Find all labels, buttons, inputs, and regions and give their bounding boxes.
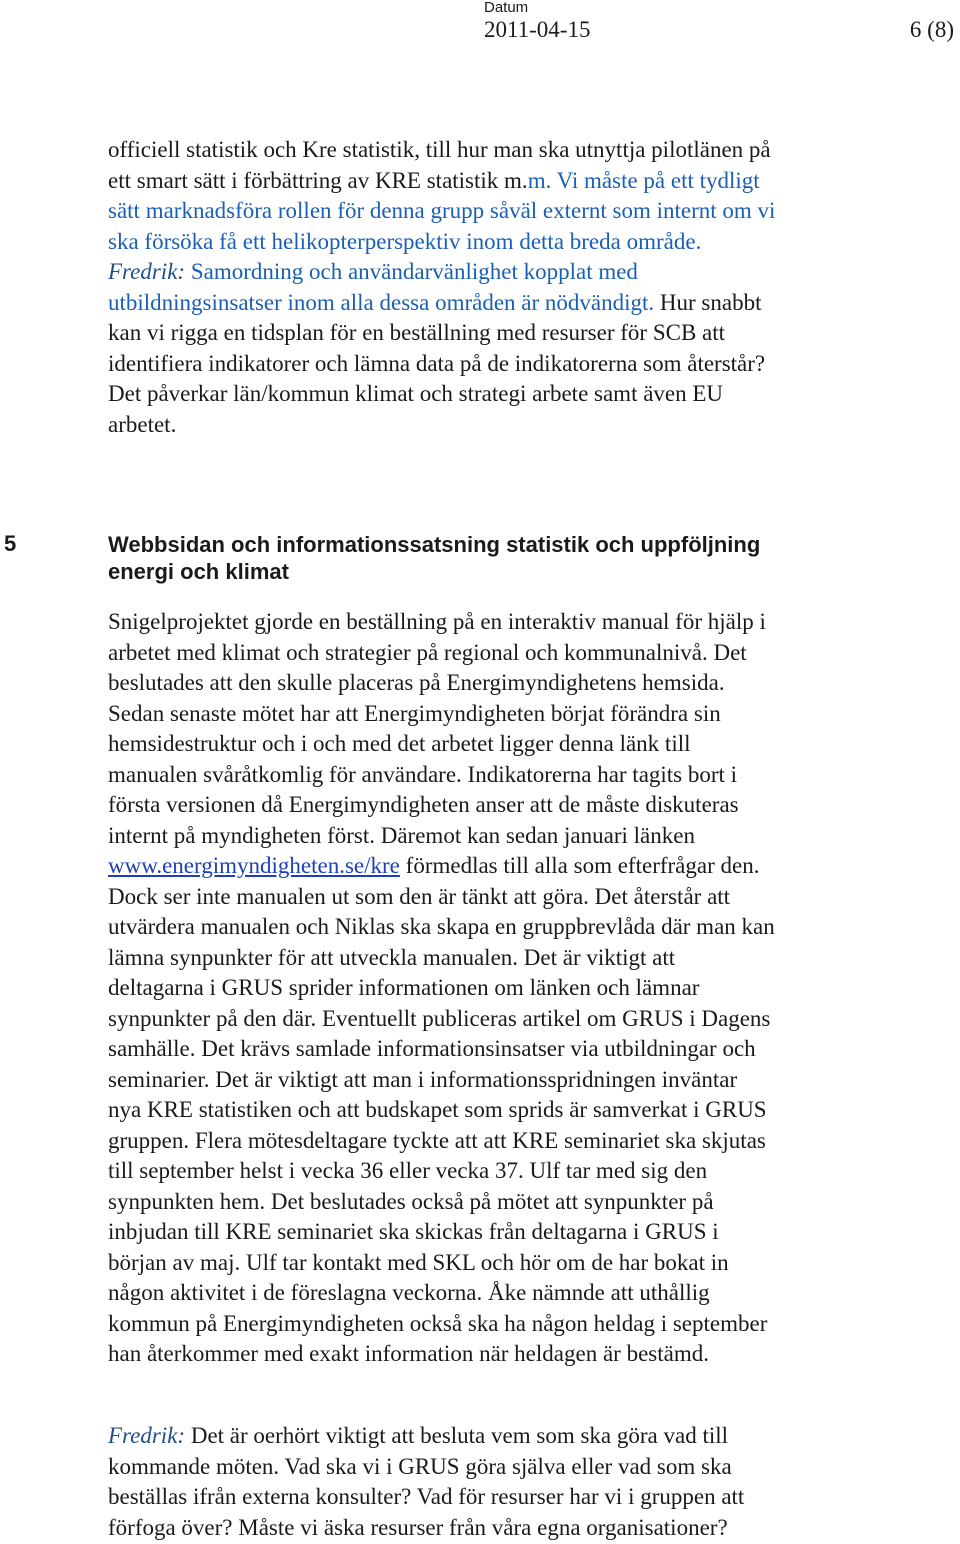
speaker-name: Fredrik: xyxy=(108,259,186,284)
text-line: inbjudan till KRE seminariet ska skickas från deltagarna i GRUS i xyxy=(108,1219,719,1244)
text-line: seminarier. Det är viktigt att man i informationsspridningen inväntar xyxy=(108,1066,738,1092)
text-line: beslutades att den skulle placeras på Energimyndighetens hemsida. xyxy=(108,670,725,695)
energimyndigheten-link[interactable]: www.energimyndigheten.se/kre xyxy=(108,853,400,878)
text-line: ett smart sätt i förbättring av KRE statistik m.m. Vi måste på ett tydligt xyxy=(108,167,760,193)
text-line: Snigelprojektet gjorde en beställning på en interaktiv manual för hjälp i xyxy=(108,609,766,634)
text-line: beställas ifrån externa konsulter? Vad för resurser har vi i gruppen att xyxy=(108,1484,745,1509)
speaker-name: Fredrik: xyxy=(108,1423,186,1448)
text-line: Sedan senaste mötet har att Energimyndigheten börjat förändra sin xyxy=(108,700,721,726)
text-line: arbetet. xyxy=(108,411,177,437)
paragraph-webbsidan xyxy=(108,607,908,1370)
text-line: Fredrik: Samordning och användarvänlighet kopplat med xyxy=(108,259,638,284)
page-number: 6 (8) xyxy=(909,17,954,42)
paragraph-fredrik-beslut xyxy=(108,1421,908,1543)
text-line: kommun på Energimyndigheten också ska ha någon heldag i september xyxy=(108,1310,768,1336)
text-line: Dock ser inte manualen ut som den är tänkt att göra. Det återstår att xyxy=(108,883,731,909)
date-label: Datum xyxy=(484,0,529,16)
text-line: första versionen då Energimyndigheten anser att de måste diskuteras xyxy=(108,792,739,817)
text-line: www.energimyndigheten.se/kre förmedlas till alla som efterfrågar den. xyxy=(108,853,760,878)
document-date: 2011-04-15 xyxy=(484,17,591,42)
text-line: hemsidestruktur och i och med det arbetet ligger denna länk till xyxy=(108,731,691,756)
text-line: Fredrik: Det är oerhört viktigt att besluta vem som ska göra vad till xyxy=(108,1423,729,1448)
text-line: början av maj. Ulf tar kontakt med SKL och hör om de har bokat in xyxy=(108,1249,729,1275)
text-line: officiell statistik och Kre statistik, till hur man ska utnyttja pilotlänen på xyxy=(108,137,771,162)
text-line: gruppen. Flera mötesdeltagare tyckte att att KRE seminariet ska skjutas xyxy=(108,1127,766,1153)
text-line: internt på myndigheten först. Däremot kan sedan januari länken xyxy=(108,822,695,848)
text-line: lämna synpunkter för att utveckla manualen. Det är viktigt att xyxy=(108,944,676,970)
section-number: 5 xyxy=(4,531,17,556)
text-line: arbetet med klimat och strategier på regional och kommunalnivå. Det xyxy=(108,639,747,665)
text-line: sätt marknadsföra rollen för denna grupp såväl externt som internt om vi xyxy=(108,198,776,223)
text-line: manualen svåråtkomlig för användare. Indikatorerna har tagits bort i xyxy=(108,761,738,787)
text-line: utbildningsinsatser inom alla dessa områden är nödvändigt. Hur snabbt xyxy=(108,289,762,315)
text-line: han återkommer med exakt information när heldagen är bestämd. xyxy=(108,1341,709,1366)
text-line: till september helst i vecka 36 eller vecka 37. Ulf tar med sig den xyxy=(108,1158,708,1183)
text-line: Det påverkar län/kommun klimat och strategi arbete samt även EU xyxy=(108,381,724,406)
text-line: nya KRE statistiken och att budskapet som sprids är samverkat i GRUS xyxy=(108,1097,767,1122)
text-line: deltagarna i GRUS sprider informationen om länken och lämnar xyxy=(108,975,700,1000)
text-line: samhälle. Det krävs samlade informationsinsatser via utbildningar och xyxy=(108,1036,756,1061)
text-line: synpunkten hem. Det beslutades också på mötet att synpunkter på xyxy=(108,1188,714,1214)
text-line: identifiera indikatorer och lämna data på de indikatorerna som återstår? xyxy=(108,350,766,376)
section-heading: Webbsidan och informationssatsning statistik och uppföljning energi och klimat xyxy=(108,532,761,584)
text-line: utvärdera manualen och Niklas ska skapa en gruppbrevlåda där man kan xyxy=(108,914,775,939)
text-line: ska försöka få ett helikopterperspektiv inom detta breda område. xyxy=(108,228,702,254)
paragraph-pilot-lan xyxy=(108,135,908,440)
text-line: kommande möten. Vad ska vi i GRUS göra själva eller vad som ska xyxy=(108,1453,732,1479)
text-line: någon aktivitet i de föreslagna veckorna. Åke nämnde att uthållig xyxy=(108,1280,710,1305)
text-line: synpunkter på den där. Eventuellt publiceras artikel om GRUS i Dagens xyxy=(108,1005,771,1031)
text-line: kan vi rigga en tidsplan för en beställning med resurser för SCB att xyxy=(108,320,726,345)
text-line: förfoga över? Måste vi äska resurser från våra egna organisationer? xyxy=(108,1514,728,1540)
